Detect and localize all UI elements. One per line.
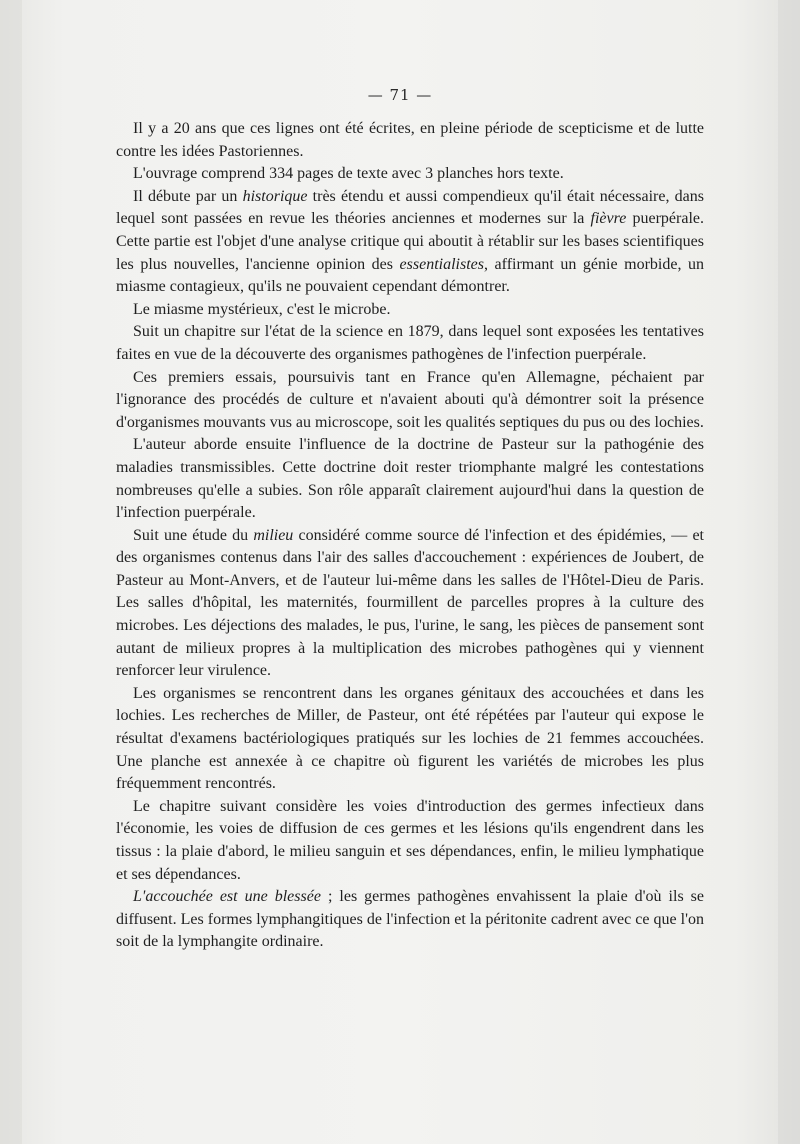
text-run: Le miasme mystérieux, c'est le microbe. xyxy=(133,300,391,318)
italic-text: historique xyxy=(242,187,308,205)
italic-text: L'accouchée est une blessée xyxy=(133,888,321,906)
italic-text: fièvre xyxy=(590,210,627,228)
paragraph xyxy=(116,321,704,366)
text-run: très étendu et aussi compendieux qu'il était nécessaire, dans lequel sont passées en revue les théories anciennes et modernes sur la xyxy=(116,187,704,228)
text-run: considéré comme source dé l'infection et des épidémies, — et des organismes contenus dans l'air des salles d'accouchement : expériences de Joubert, de Pasteur au Mont-Anvers, et de l'auteur lui-même dans les salles de l'Hôtel-Dieu de Paris. Les salles d'hôpital, les maternités, fourmillent de parcelles propres à la culture des microbes. Les déjections des malades, le pus, l'urine, le sang, les pièces de pansement sont autant de milieux propres à la multiplication des microbes pathogènes qui y viennent renforcer leur virulence. xyxy=(116,526,704,680)
paragraph xyxy=(116,186,704,299)
text-run: Il débute par un xyxy=(133,187,243,205)
text-run: Les organismes se rencontrent dans les organes génitaux des accouchées et dans les lochies. Les recherches de Miller, de Pasteur, ont été répétées par l'auteur qui expose le résultat d'examens bactériologiques pratiqués sur les lochies de 21 femmes accouchées. Une planche est annexée à ce chapitre où figurent les variétés de microbes les plus fréquemment rencontrés. xyxy=(116,684,704,793)
paragraph xyxy=(116,118,704,163)
text-run: Suit un chapitre sur l'état de la science en 1879, dans lequel sont exposées les tentatives faites en vue de la découverte des organismes pathogènes de l'infection puerpérale. xyxy=(116,323,704,363)
text-run: Ces premiers essais, poursuivis tant en France qu'en Allemagne, péchaient par l'ignorance des procédés de culture et n'avaient abouti qu'à démontrer soit la présence d'organismes mouvants vus au microscope, soit les qualités septiques du pus ou des lochies. xyxy=(116,368,704,431)
paragraph xyxy=(116,683,704,796)
paragraph xyxy=(116,886,704,954)
text-run: , affirmant un génie morbide, un miasme contagieux, qu'ils ne pouvaient cependant démontrer. xyxy=(116,255,704,296)
text-run: L'ouvrage comprend 334 pages de texte avec 3 planches hors texte. xyxy=(133,165,564,183)
paragraph xyxy=(116,434,704,524)
paragraph xyxy=(116,299,704,322)
text-run: ; les germes pathogènes envahissent la plaie d'où ils se diffusent. Les formes lymphangitiques de l'infection et la péritonite cadrent avec ce que l'on soit de la lymphangite ordinaire. xyxy=(116,888,705,951)
page-number: — 71 — xyxy=(367,86,433,104)
text-run: Suit une étude du xyxy=(133,526,254,544)
text-run: puerpérale. Cette partie est l'objet d'une analyse critique qui aboutit à rétablir sur les bases scientifiques les plus nouvelles, l'ancienne opinion des xyxy=(116,210,704,273)
italic-text: essentialistes xyxy=(399,255,484,273)
text-run: Le chapitre suivant considère les voies d'introduction des germes infectieux dans l'économie, les voies de diffusion de ces germes et les lésions qu'ils engendrent dans les tissus : la plaie d'abord, le milieu sanguin et ses dépendances, enfin, le milieu lymphatique et ses dépendances. xyxy=(116,797,704,883)
body-text xyxy=(116,118,704,954)
italic-text: milieu xyxy=(253,526,294,544)
text-run: Il y a 20 ans que ces lignes ont été écrites, en pleine période de scepticisme et de lutte contre les idées Pastoriennes. xyxy=(116,120,704,160)
paragraph xyxy=(116,796,704,886)
paragraph xyxy=(116,367,704,435)
paragraph xyxy=(116,163,704,186)
text-run: L'auteur aborde ensuite l'influence de la doctrine de Pasteur sur la pathogénie des maladies transmissibles. Cette doctrine doit rester triomphante malgré les contestations nombreuses qu'elle a subies. Son rôle apparaît clairement aujourd'hui dans la question de l'infection puerpérale. xyxy=(116,436,704,522)
paragraph xyxy=(116,525,704,683)
